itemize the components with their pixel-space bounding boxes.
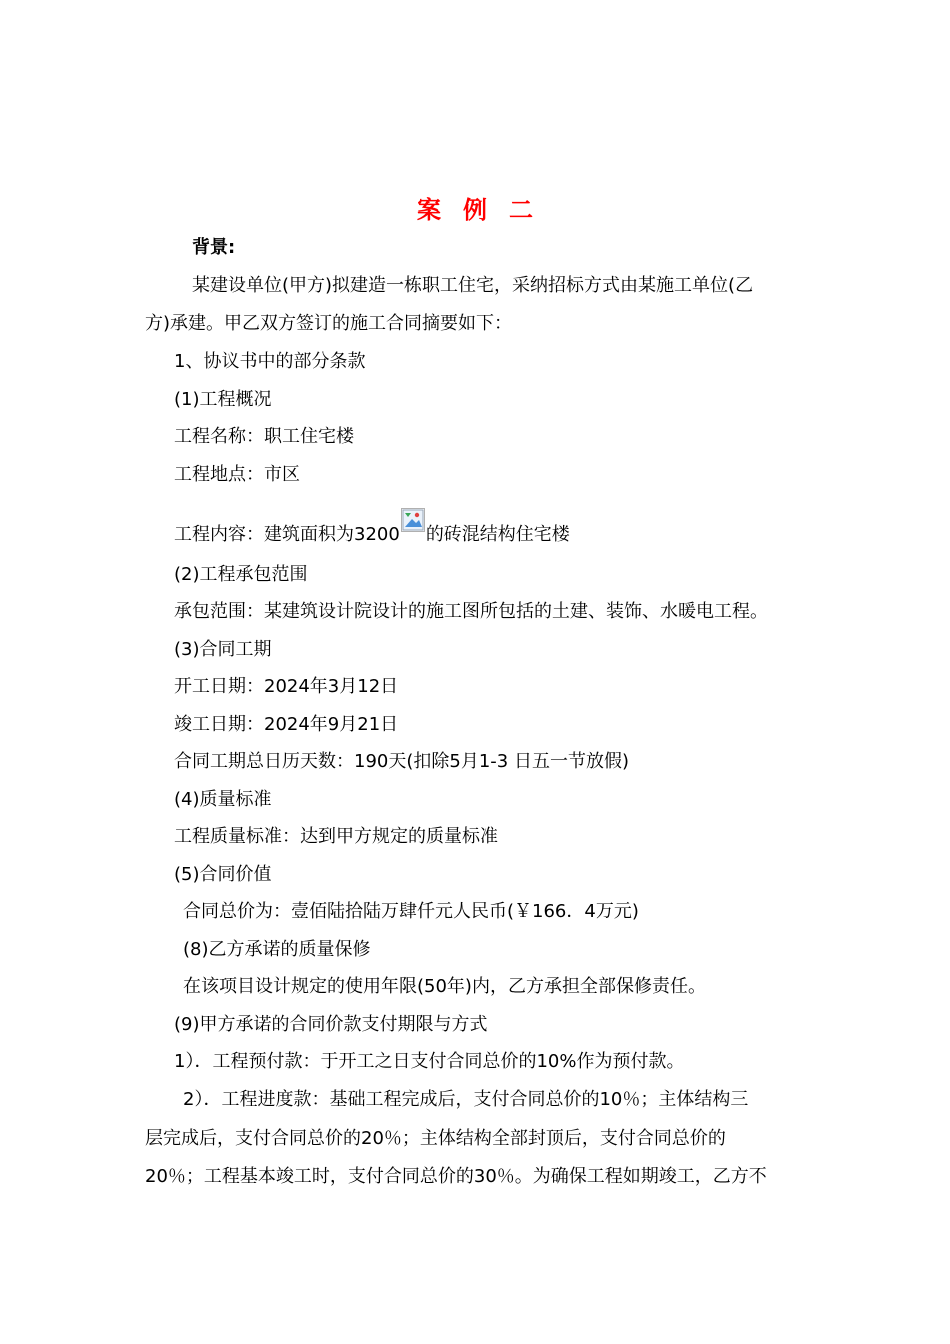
end-date: 竣工日期：2024年9月21日	[174, 714, 399, 735]
item-1-heading: (1)工程概况	[174, 389, 272, 410]
quality-standard: 工程质量标准：达到甲方规定的质量标准	[174, 826, 498, 847]
background-label: 背景:	[192, 237, 236, 258]
project-name: 工程名称：职工住宅楼	[174, 426, 354, 447]
title-char: 二	[509, 196, 533, 224]
start-date: 开工日期：2024年3月12日	[174, 676, 399, 697]
intro-line-1: 某建设单位(甲方)拟建造一栋职工住宅，采纳招标方式由某施工单位(乙	[192, 275, 754, 296]
broken-image-icon-graphic	[402, 509, 424, 531]
progress-payment-line-1: 2）．工程进度款：基础工程完成后，支付合同总价的10％；主体结构三	[183, 1089, 749, 1110]
total-duration: 合同工期总日历天数：190天(扣除5月1-3 日五一节放假)	[174, 751, 629, 772]
project-content	[174, 518, 570, 547]
broken-image-icon	[401, 508, 425, 532]
item-8-heading: (8)乙方承诺的质量保修	[183, 939, 371, 960]
project-location: 工程地点：市区	[174, 464, 300, 485]
progress-payment-line-2: 层完成后，支付合同总价的20％；主体结构全部封顶后，支付合同总价的	[145, 1128, 726, 1149]
warranty-clause: 在该项目设计规定的使用年限(50年)内，乙方承担全部保修责任。	[183, 976, 706, 997]
title-char: 例	[463, 196, 487, 224]
item-4-heading: (4)质量标准	[174, 789, 272, 810]
section-1-heading: 1、协议书中的部分条款	[174, 351, 366, 372]
document-title	[0, 190, 950, 225]
title-char: 案	[417, 196, 441, 224]
contract-scope: 承包范围：某建筑设计院设计的施工图所包括的土建、装饰、水暖电工程。	[174, 601, 768, 622]
item-5-heading: (5)合同价值	[174, 864, 272, 885]
contract-price: 合同总价为：壹佰陆拾陆万肆仟元人民币(￥166．4万元)	[183, 901, 639, 922]
prepayment-clause: 1）．工程预付款：于开工之日支付合同总价的10%作为预付款。	[174, 1051, 685, 1072]
project-content-text-before: 工程内容：建筑面积为3200	[174, 524, 400, 545]
item-2-heading: (2)工程承包范围	[174, 564, 308, 585]
item-9-heading: (9)甲方承诺的合同价款支付期限与方式	[174, 1014, 488, 1035]
project-content-text-after: 的砖混结构住宅楼	[425, 524, 570, 545]
item-3-heading: (3)合同工期	[174, 639, 272, 660]
progress-payment-line-3: 20％；工程基本竣工时，支付合同总价的30％。为确保工程如期竣工，乙方不	[145, 1166, 767, 1187]
intro-line-2: 方)承建。甲乙双方签订的施工合同摘要如下：	[145, 313, 513, 334]
